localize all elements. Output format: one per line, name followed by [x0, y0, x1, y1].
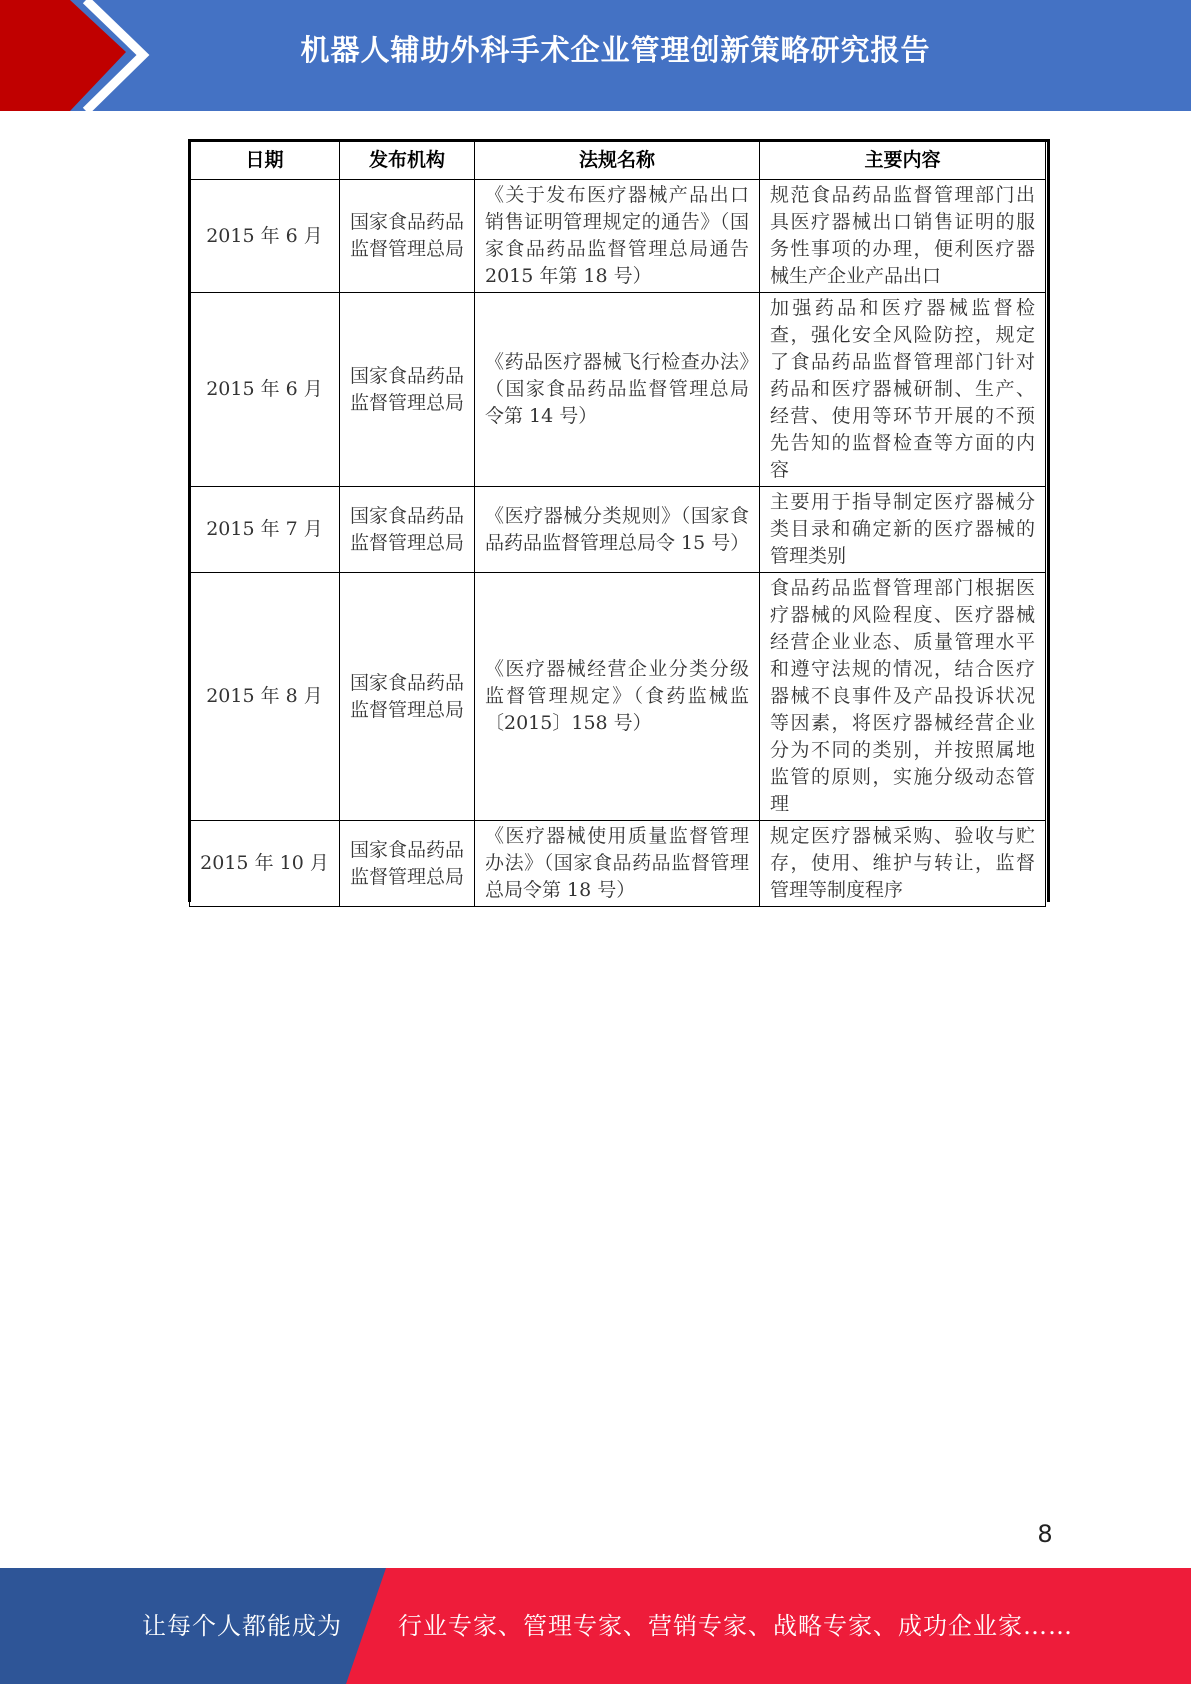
header-main-content: 主要内容: [760, 141, 1046, 180]
page-footer: [0, 1568, 1191, 1684]
cell-agency: 国家食品药品监督管理总局: [340, 180, 475, 293]
cell-regulation: 《医疗器械经营企业分类分级监督管理规定》（食药监械监〔2015〕158 号）: [475, 573, 760, 821]
cell-agency: 国家食品药品监督管理总局: [340, 487, 475, 573]
cell-regulation: 《医疗器械使用质量监督管理办法》（国家食品药品监督管理总局令第 18 号）: [475, 821, 760, 907]
cell-agency: 国家食品药品监督管理总局: [340, 573, 475, 821]
cell-date: 2015 年 7 月: [190, 487, 340, 573]
table-row: [190, 180, 1046, 293]
table-row: [190, 293, 1046, 487]
cell-regulation: 《药品医疗器械飞行检查办法》（国家食品药品监督管理总局令第 14 号）: [475, 293, 760, 487]
page-number: 8: [1037, 1520, 1053, 1548]
cell-agency: 国家食品药品监督管理总局: [340, 293, 475, 487]
cell-date: 2015 年 6 月: [190, 180, 340, 293]
cell-regulation: 《关于发布医疗器械产品出口销售证明管理规定的通告》（国家食品药品监督管理总局通告 2015 年第 18 号）: [475, 180, 760, 293]
table-row: [190, 821, 1046, 907]
cell-date: 2015 年 6 月: [190, 293, 340, 487]
cell-content: 食品药品监督管理部门根据医疗器械的风险程度、医疗器械经营企业业态、质量管理水平和遵守法规的情况，结合医疗器械不良事件及产品投诉状况等因素，将医疗器械经营企业分为不同的类别，并按照属地监管的原则，实施分级动态管理: [760, 573, 1046, 821]
table-header-row: [190, 141, 1046, 180]
cell-content: 规定医疗器械采购、验收与贮存，使用、维护与转让，监督管理等制度程序: [760, 821, 1046, 907]
cell-content: 主要用于指导制定医疗器械分类目录和确定新的医疗器械的管理类别: [760, 487, 1046, 573]
cell-date: 2015 年 10 月: [190, 821, 340, 907]
header-agency: 发布机构: [340, 141, 475, 180]
cell-regulation: 《医疗器械分类规则》（国家食品药品监督管理总局令 15 号）: [475, 487, 760, 573]
header-date: 日期: [190, 141, 340, 180]
cell-content: 加强药品和医疗器械监督检查，强化安全风险防控，规定了食品药品监督管理部门针对药品和医疗器械研制、生产、经营、使用等环节开展的不预先告知的监督检查等方面的内容: [760, 293, 1046, 487]
report-title: 机器人辅助外科手术企业管理创新策略研究报告: [300, 33, 931, 67]
table-row: [190, 573, 1046, 821]
footer-slogan-left: 让每个人都能成为: [142, 1612, 342, 1640]
cell-agency: 国家食品药品监督管理总局: [340, 821, 475, 907]
cell-date: 2015 年 8 月: [190, 573, 340, 821]
footer-slogan-right: 行业专家、管理专家、营销专家、战略专家、成功企业家……: [398, 1612, 1073, 1640]
table-row: [190, 487, 1046, 573]
regulations-table: [189, 140, 1046, 907]
cell-content: 规范食品药品监督管理部门出具医疗器械出口销售证明的服务性事项的办理，便利医疗器械生产企业产品出口: [760, 180, 1046, 293]
page-header: [0, 0, 1191, 111]
header-regulation-name: 法规名称: [475, 141, 760, 180]
